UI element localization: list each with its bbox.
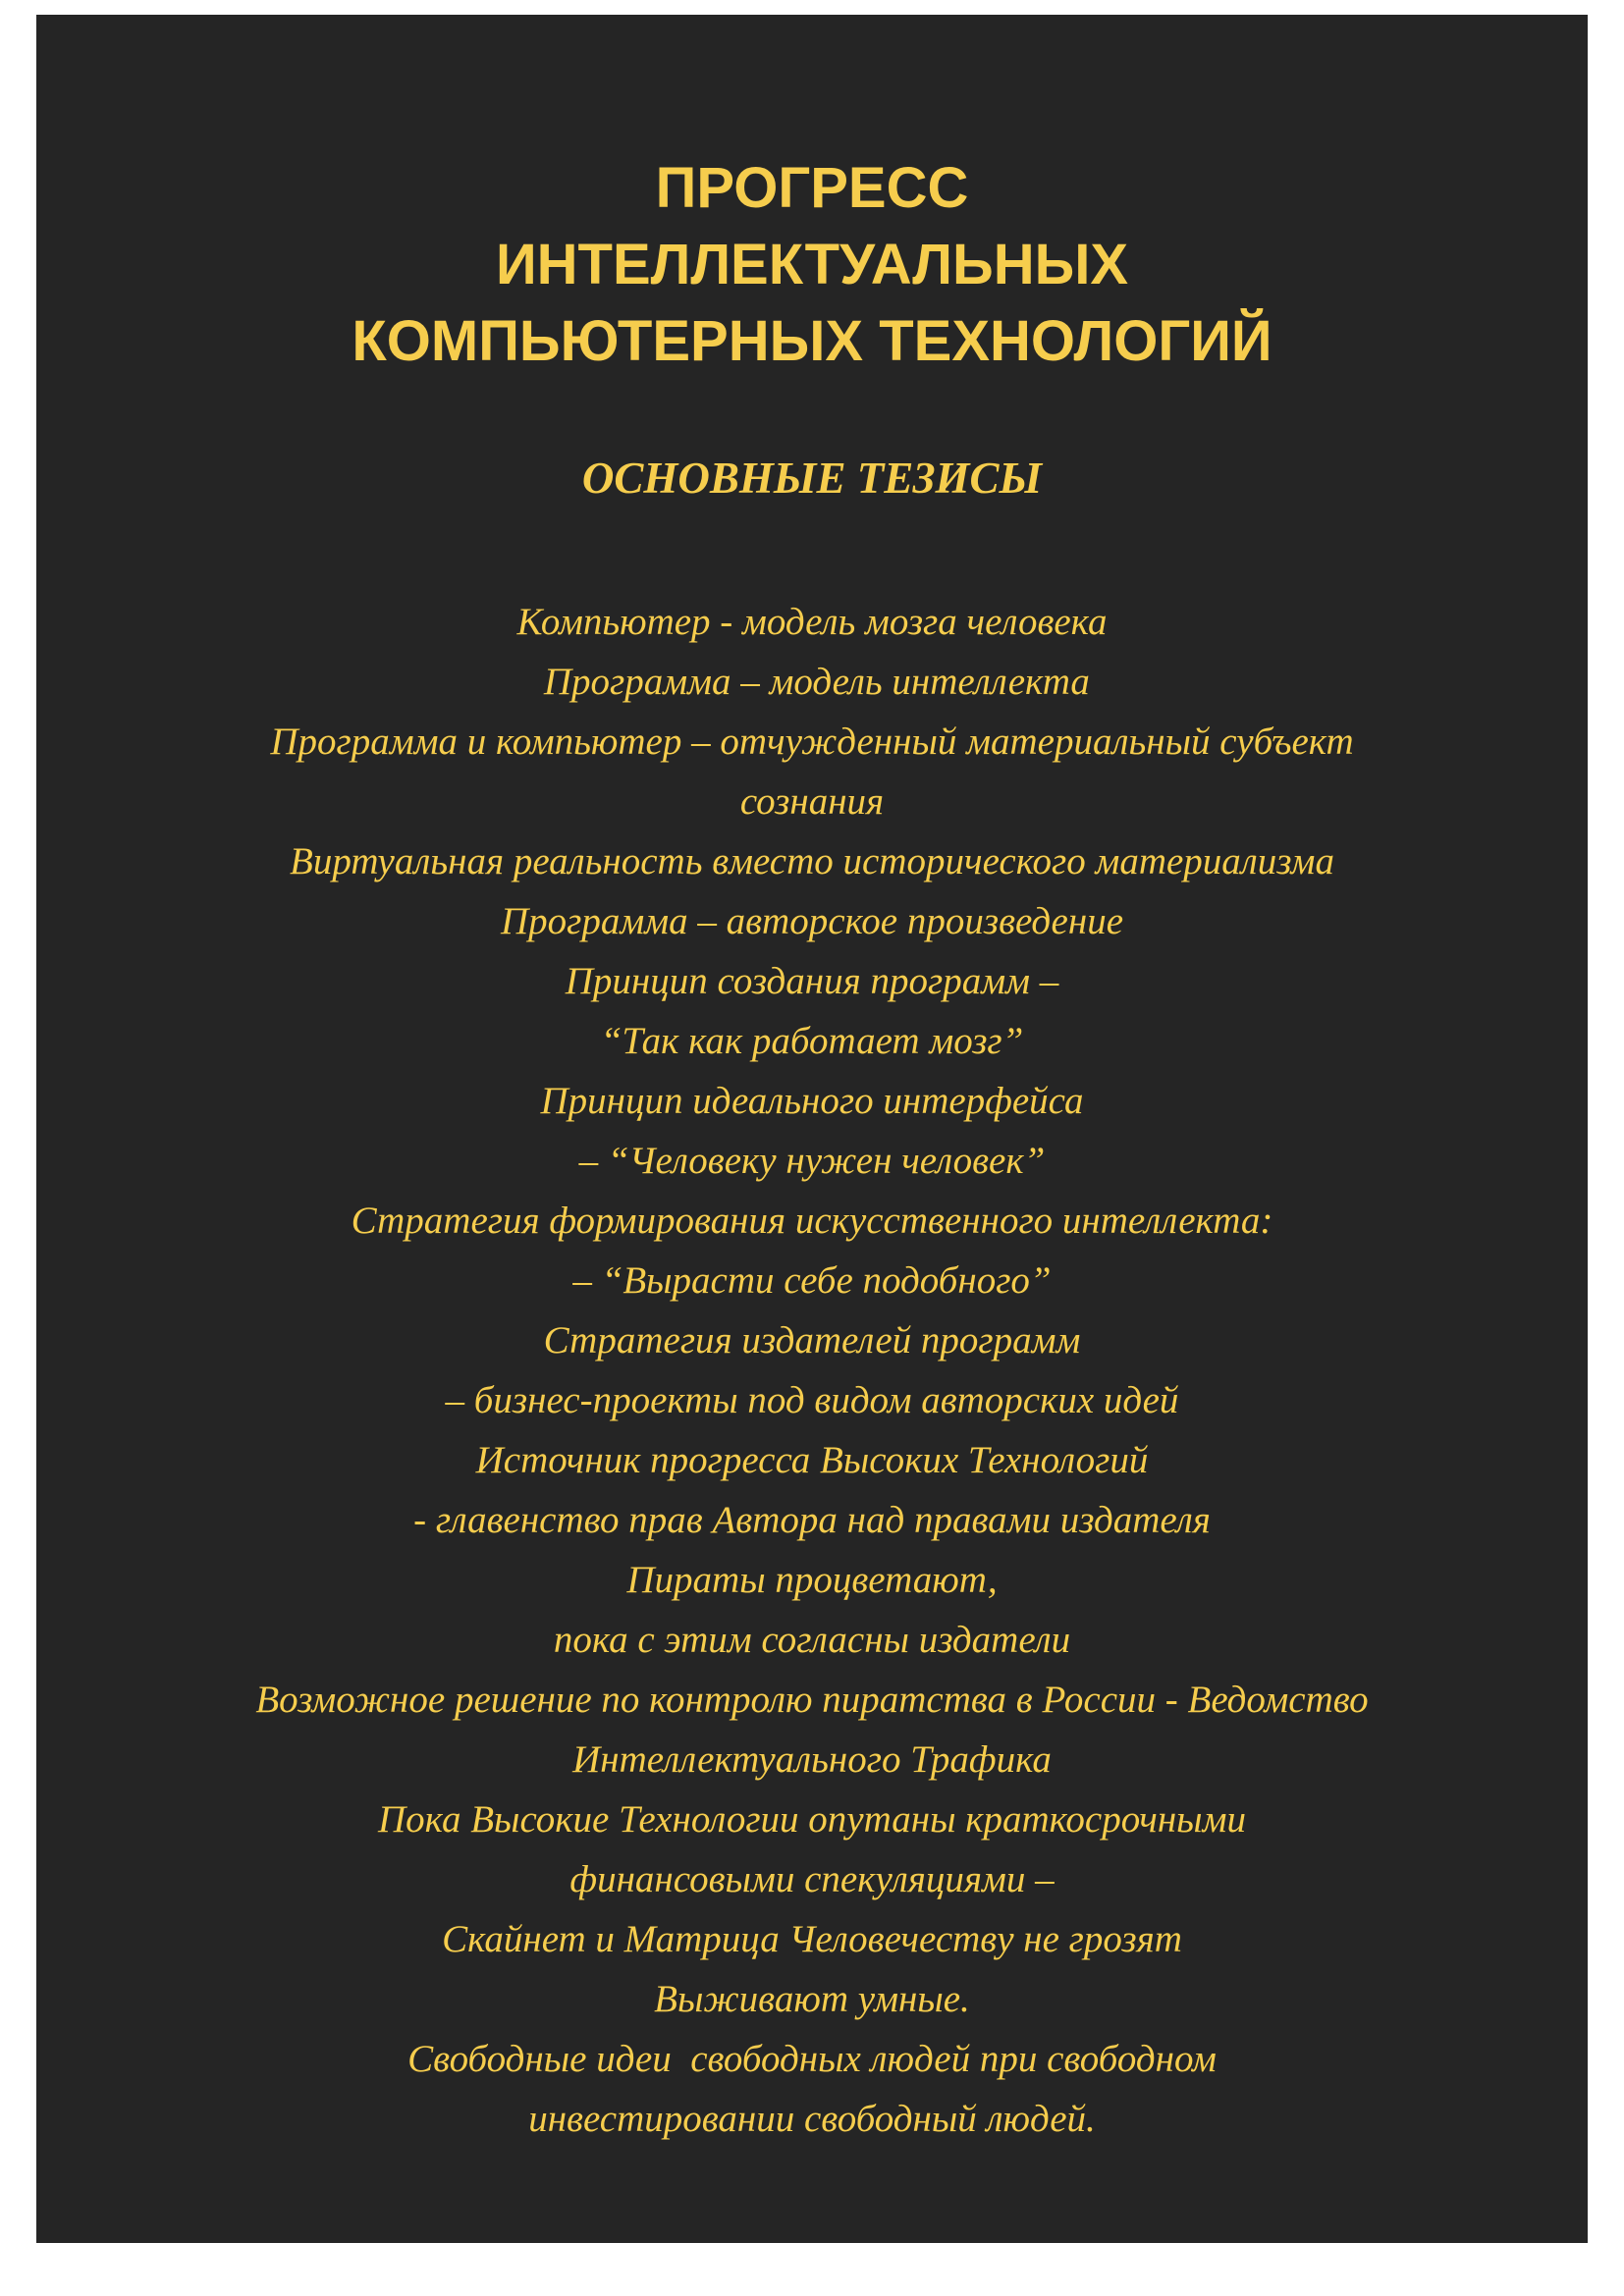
- thesis-line: Виртуальная реальность вместо исторического материализма: [290, 840, 1334, 882]
- thesis-line: - главенство прав Автора над правами издателя: [413, 1499, 1211, 1541]
- thesis-line: пока с этим согласны издатели: [553, 1619, 1071, 1661]
- title-line: ПРОГРЕСС: [655, 156, 969, 220]
- document-subtitle: ОСНОВНЫЕ ТЕЗИСЫ: [581, 454, 1043, 503]
- thesis-line: Источник прогресса Высоких Технологий: [475, 1439, 1149, 1481]
- thesis-line: “Так как работает мозг”: [600, 1020, 1024, 1062]
- theses-list: [36, 592, 1588, 2149]
- thesis-line: Пираты процветают,: [626, 1559, 998, 1601]
- thesis-line: Стратегия издателей программ: [543, 1319, 1081, 1362]
- thesis-line: финансовыми спекуляциями –: [569, 1858, 1055, 1900]
- thesis-line: Программа – авторское произведение: [500, 900, 1124, 942]
- thesis-line: Принцип создания программ –: [565, 960, 1059, 1002]
- thesis-line: Программа – модель интеллекта: [534, 661, 1090, 703]
- thesis-line: Программа и компьютер – отчужденный материальный субъект: [270, 721, 1354, 763]
- document-page: [36, 15, 1588, 2243]
- thesis-line: – бизнес-проекты под видом авторских идей: [445, 1379, 1179, 1421]
- thesis-line: Скайнет и Матрица Человечеству не грозят: [442, 1918, 1182, 1960]
- thesis-line: Интеллектуального Трафика: [572, 1738, 1052, 1781]
- thesis-line: Свободные идеи свободных людей при свободном: [407, 2038, 1217, 2080]
- thesis-line: Возможное решение по контролю пиратства в России - Ведомство: [255, 1679, 1369, 1721]
- thesis-line: Компьютер - модель мозга человека: [516, 601, 1108, 643]
- thesis-line: Пока Высокие Технологии опутаны краткосрочными: [378, 1798, 1246, 1841]
- thesis-line: Принцип идеального интерфейса: [540, 1080, 1084, 1122]
- thesis-line: инвестировании свободный людей.: [528, 2098, 1096, 2140]
- thesis-line: – “Вырасти себе подобного”: [572, 1259, 1052, 1302]
- title-line: КОМПЬЮТЕРНЫХ ТЕХНОЛОГИЙ: [352, 309, 1272, 373]
- thesis-line: Стратегия формирования искусственного интеллекта:: [351, 1200, 1273, 1242]
- thesis-line: сознания: [739, 780, 885, 823]
- thesis-line: Выживают умные.: [654, 1978, 970, 2020]
- thesis-line: – “Человеку нужен человек”: [578, 1140, 1046, 1182]
- document-title: [36, 150, 1588, 380]
- title-line: ИНТЕЛЛЕКТУАЛЬНЫХ: [495, 233, 1129, 296]
